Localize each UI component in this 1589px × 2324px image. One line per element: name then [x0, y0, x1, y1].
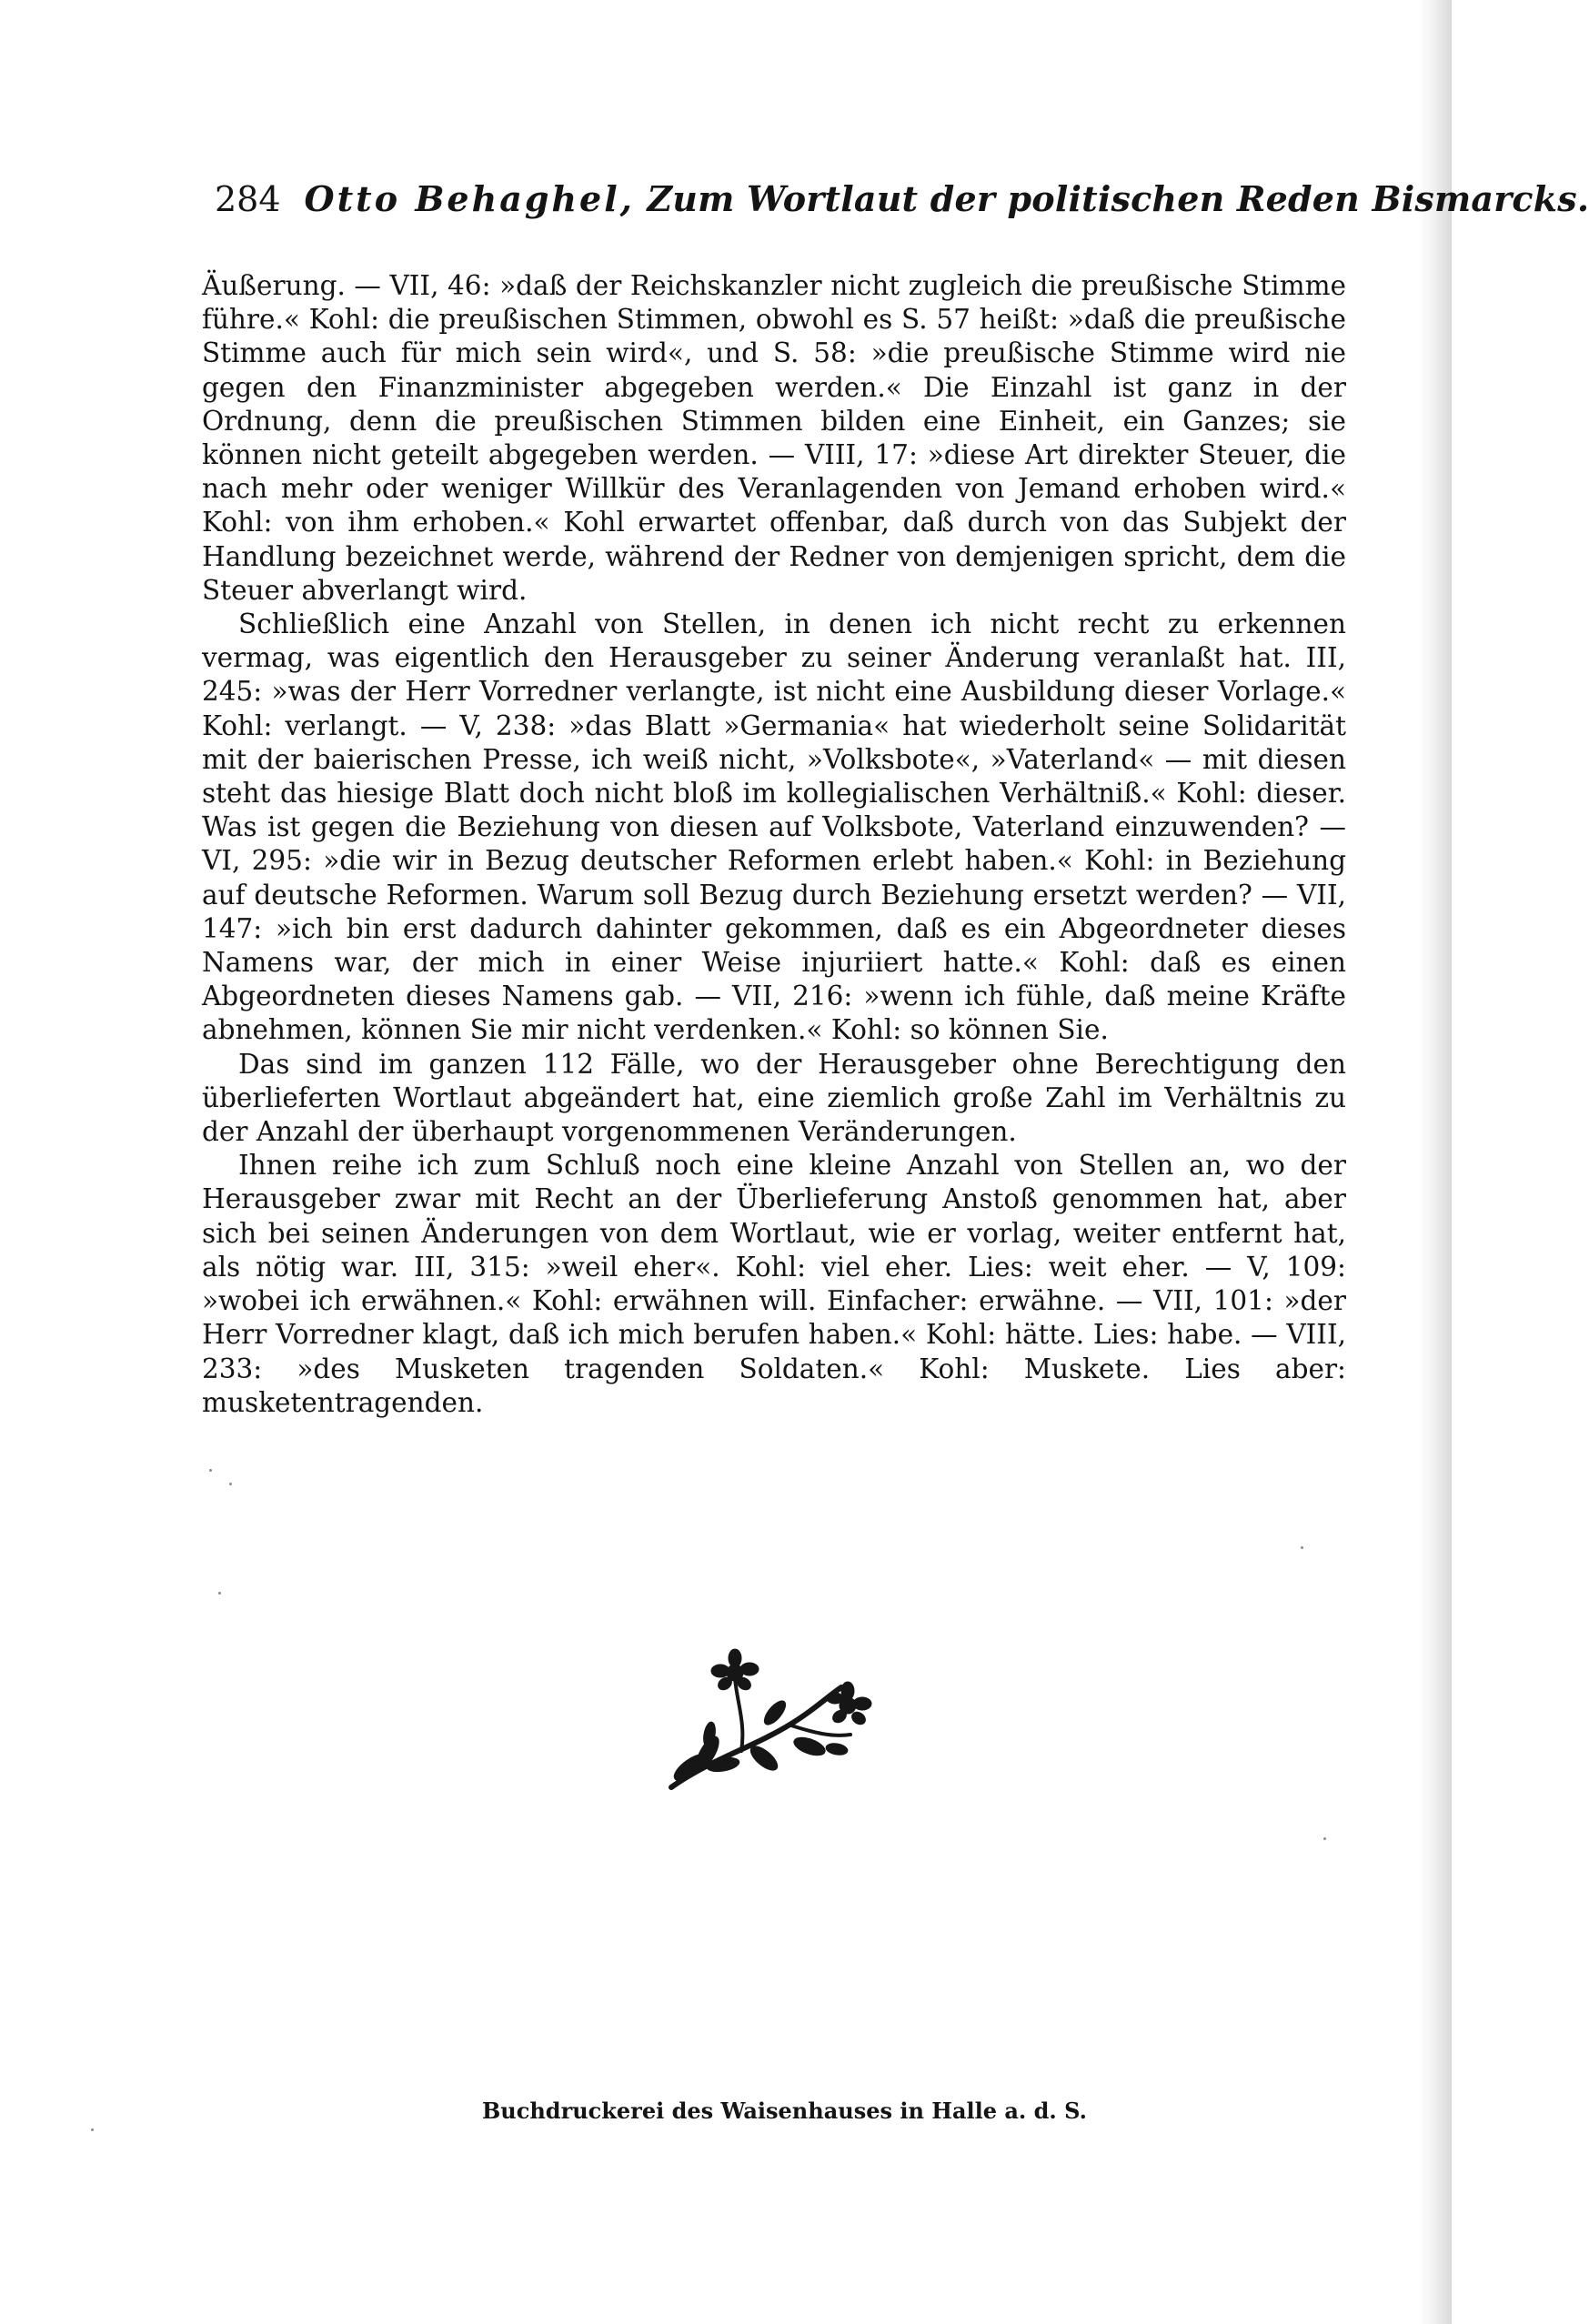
running-title	[305, 178, 1589, 219]
scan-speck	[91, 2128, 94, 2131]
header-author: Otto Behaghel,	[304, 178, 635, 219]
header-title: Zum Wortlaut der politischen Reden Bismarcks.	[647, 178, 1589, 219]
paragraph-4: Ihnen reihe ich zum Schluß noch eine kleine Anzahl von Stellen an, wo der Herausgeber zwar mit Recht an der Überlieferung Anstoß genommen hat, aber sich bei seinen Änderungen von dem Wortlaut, wie er vorlag, weiter entfernt hat, als nötig war. III, 315: »weil eher«. Kohl: viel eher. Lies: weit eher. — V, 109: »wobei ich erwähnen.« Kohl: erwähnen will. Einfacher: erwähne. — VII, 101: »der Herr Vorredner klagt, daß ich mich berufen haben.« Kohl: hätte. Lies: habe. — VIII, 233: »des Musketen tragenden Soldaten.« Kohl: Muskete. Lies aber: musketentragenden.	[202, 1150, 1346, 1418]
scan-speck	[218, 1592, 221, 1595]
paragraph-1: Äußerung. — VII, 46: »daß der Reichskanzler nicht zugleich die preußische Stimme führe.« Kohl: die preußischen Stimmen, obwohl es S. 57 heißt: »daß die preußische Stimme auch für mich sein wird«, und S. 58: »die preußische Stimme wird nie gegen den Finanzminister abgegeben werden.« Die Einzahl ist ganz in der Ordnung, denn die preußischen Stimmen bilden eine Einheit, ein Ganzes; sie können nicht geteilt abgegeben werden. — VIII, 17: »diese Art direkter Steuer, die nach mehr oder weniger Willkür des Veranlagenden von Jemand erhoben wird.« Kohl: von ihm erhoben.« Kohl erwartet offenbar, daß durch von das Subjekt der Handlung bezeichnet werde, während der Redner von demjenigen spricht, dem die Steuer abverlangt wird.	[202, 270, 1346, 606]
scan-speck	[209, 1469, 212, 1472]
page-gutter-shadow	[1419, 0, 1452, 2324]
body-text	[202, 269, 1346, 1420]
floral-vignette-drawing	[670, 1649, 871, 1787]
page-number: 284	[215, 179, 281, 219]
paragraph-2: Schließlich eine Anzahl von Stellen, in denen ich nicht recht zu erkennen vermag, was eigentlich den Herausgeber zu seiner Änderung veranlaßt hat. III, 245: »was der Herr Vorredner verlangte, ist nicht eine Ausbildung dieser Vorlage.« Kohl: verlangt. — V, 238: »das Blatt »Germania« hat wiederholt seine Solidarität mit der baierischen Presse, ich weiß nicht, »Volksbote«, »Vaterland« — mit diesen steht das hiesige Blatt doch nicht bloß im kollegialischen Verhältniß.« Kohl: dieser. Was ist gegen die Beziehung von diesen auf Volksbote, Vaterland einzuwenden? — VI, 295: »die wir in Bezug deutscher Reformen erlebt haben.« Kohl: in Beziehung auf deutsche Reformen. Warum soll Bezug durch Beziehung ersetzt werden? — VII, 147: »ich bin erst dadurch dahinter gekommen, daß es ein Abgeordneter dieses Namens war, der mich in einer Weise injuriiert hatte.« Kohl: daß es einen Abgeordneten dieses Namens gab. — VII, 216: »wenn ich fühle, daß meine Kräfte abnehmen, können Sie mir nicht verdenken.« Kohl: so können Sie.	[202, 609, 1346, 1046]
scan-speck	[229, 1483, 232, 1485]
printer-colophon: Buchdruckerei des Waisenhauses in Halle a. d. S.	[482, 2098, 1087, 2124]
running-header	[215, 178, 1589, 229]
paragraph-3: Das sind im ganzen 112 Fälle, wo der Herausgeber ohne Berechtigung den überlieferten Wortlaut abgeändert hat, eine ziemlich große Zahl im Verhältnis zu der Anzahl der überhaupt vorgenommenen Veränderungen.	[202, 1048, 1346, 1148]
scan-speck	[1301, 1546, 1303, 1549]
floral-vignette-icon	[655, 1651, 873, 1801]
scan-speck	[1323, 1837, 1326, 1840]
